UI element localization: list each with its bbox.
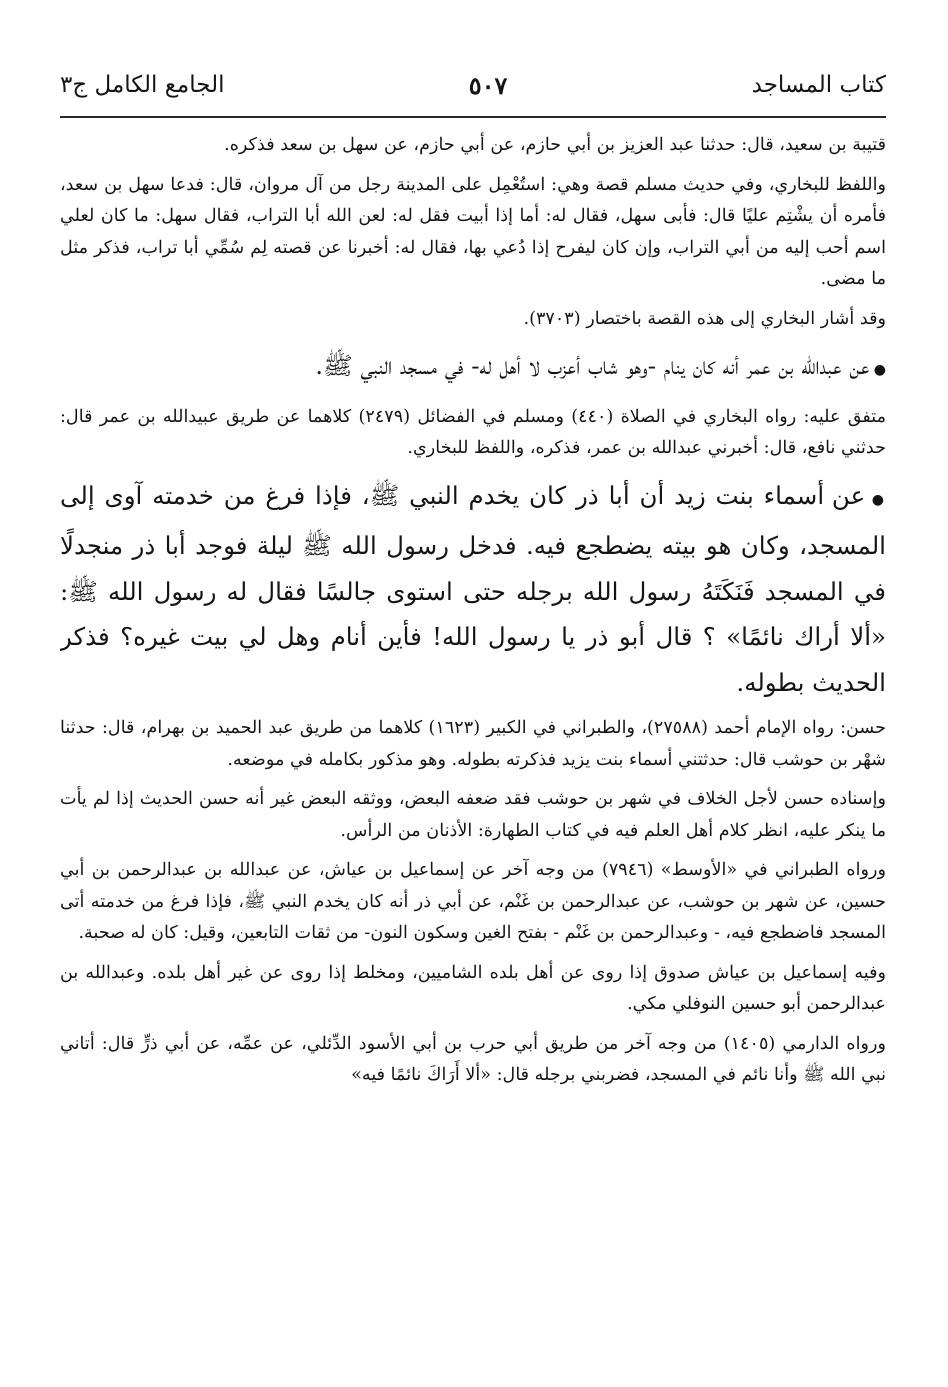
page-header (60, 62, 886, 108)
chapter-title: كتاب المساجد (751, 72, 886, 98)
paragraph: ورواه الطبراني في «الأوسط» (٧٩٤٦) من وجه آخر عن إسماعيل بن عياش، عن عبدالله بن عبدالرحمن بن أبي حسين، عن شهر بن حوشب، عن عبدالرحمن بن غَنْم، عن أبي ذر أنه كان يخدم النبي ﷺ، فإذا فرغ من خدمته أتى المسجد فاضطجع فيه، - وعبدالرحمن بن غَنْم - بفتح الغين وسكون النون- من ثقات التابعين، وقيل: كان له صحبة. (60, 860, 886, 943)
hadith-paragraph: ● عن أسماء بنت زيد أن أبا ذر كان يخدم النبي ﷺ، فإذا فرغ من خدمته آوى إلى المسجد، وكان هو بيته يضطجع فيه. فدخل رسول الله ﷺ ليلة فوجد أبا ذر منجدلًا في المسجد فَنَكَتَهُ رسول الله برجله حتى استوى جالسًا فقال له رسول الله ﷺ: «ألا أراك نائمًا» ؟ قال أبو ذر يا رسول الله! فأين أنام وهل لي بيت غيره؟ فذكر الحديث بطوله. (60, 473, 886, 706)
paragraph: وإسناده حسن لأجل الخلاف في شهر بن حوشب فقد ضعفه البعض، ووثقه البعض غير أنه حسن الحديث إذا لم يأت ما ينكر عليه، انظر كلام أهل العلم فيه في كتاب الطهارة: الأذنان من الرأس. (60, 789, 886, 841)
paragraph: متفق عليه: رواه البخاري في الصلاة (٤٤٠) ومسلم في الفضائل (٢٤٧٩) كلاهما عن طريق عبيدالله بن عمر قال: حدثني نافع، قال: أخبرني عبدالله بن عمر، فذكره، واللفظ للبخاري. (60, 406, 886, 458)
page-number: ٥٠٧ (468, 70, 508, 100)
hadith-paragraph: ● عن عبدالله بن عمر أنه كان ينام -وهو شاب أعزب لا أهل له- في مسجد النبي ﷺ. (60, 343, 886, 394)
page-body (60, 130, 886, 1370)
paragraph: واللفظ للبخاري، وفي حديث مسلم قصة وهي: استُعْمِل على المدينة رجل من آل مروان، قال: فدعا سهل بن سعد، فأمره أن يشْتِم عليًا قال: فأبى سهل، فقال له: أما إذا أبيت فقل له: لعن الله أبا التراب، فقال سهل: ما كان لعلي اسم أحب إليه من أبي التراب، وإن كان ليفرح إذا دُعي بها، فقال له: أخبرنا عن قصته لِم سُمِّي أبا تراب، فذكر مثل ما مضى. (60, 174, 886, 289)
paragraph: ورواه الدارمي (١٤٠٥) من وجه آخر من طريق أبي حرب بن أبي الأسود الدِّئلي، عن عمِّه، عن أبي ذرٍّ قال: أتاني نبي الله ﷺ وأنا نائم في المسجد، فضربني برجله قال: «ألا أَرَاكَ نائمًا فيه» (60, 1033, 886, 1085)
paragraph: وقد أشار البخاري إلى هذه القصة باختصار (٣٧٠٣). (523, 308, 886, 329)
paragraph: قتيبة بن سعيد، قال: حدثنا عبد العزيز بن أبي حازم، عن أبي حازم، عن سهل بن سعد فذكره. (224, 135, 886, 155)
paragraph: حسن: رواه الإمام أحمد (٢٧٥٨٨)، والطبراني في الكبير (١٦٢٣) كلاهما من طريق عبد الحميد بن بهرام، قال: حدثنا شهْر بن حوشب قال: حدثتني أسماء بنت يزيد فذكرته بطوله. وهو مذكور بكامله في موضعه. (60, 718, 886, 770)
paragraph: وفيه إسماعيل بن عياش صدوق إذا روى عن أهل بلده الشاميين، ومخلط إذا روى عن غير أهل بلده. وعبدالله بن عبدالرحمن أبو حسين النوفلي مكي. (60, 962, 886, 1014)
book-title: الجامع الكامل ج٣ (60, 72, 225, 98)
header-rule (60, 116, 886, 118)
